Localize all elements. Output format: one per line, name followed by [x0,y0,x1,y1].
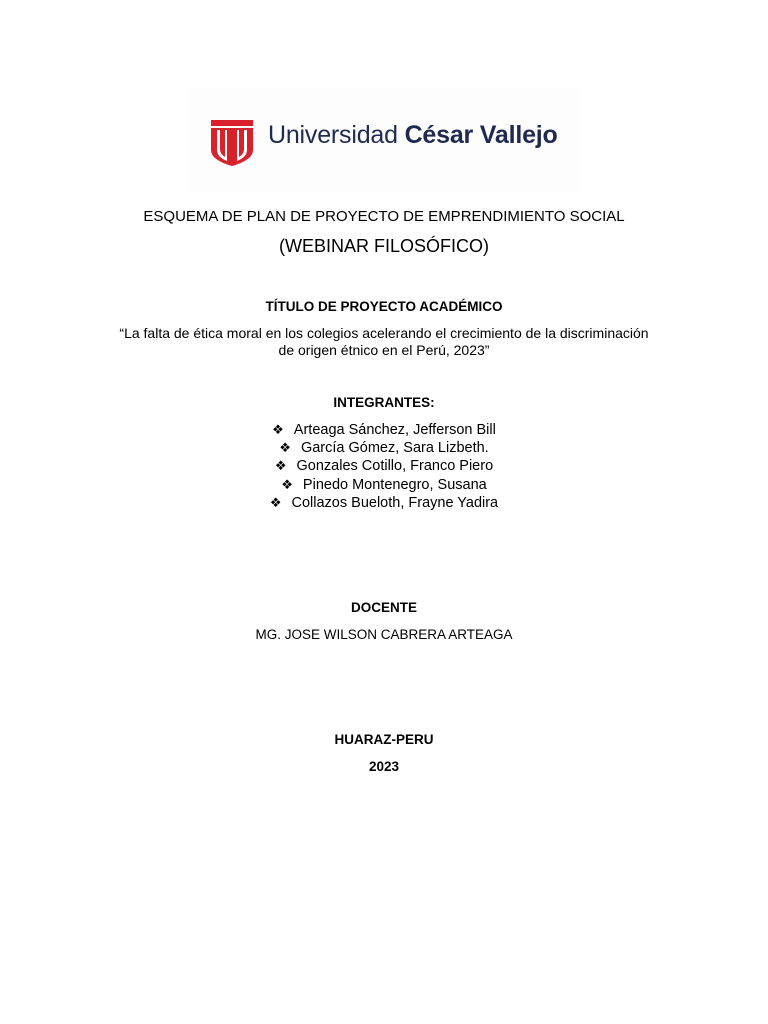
diamond-bullet-icon: ❖ [269,494,282,510]
member-name: Arteaga Sánchez, Jefferson Bill [293,422,496,438]
footer-year: 2023 [368,759,400,774]
diamond-bullet-icon: ❖ [272,422,284,437]
list-item [0,476,768,494]
list-item [0,421,768,439]
document-header: ESQUEMA DE PLAN DE PROYECTO DE EMPRENDIMIENTO SOCIAL [143,208,625,225]
logo-name-bold: César Vallejo [404,121,558,149]
teacher-heading: DOCENTE [350,600,417,615]
diamond-bullet-icon: ❖ [274,458,287,474]
teacher-name: MG. JOSE WILSON CABRERA ARTEAGA [255,627,513,642]
university-logo [190,88,578,192]
list-item [0,494,768,512]
members-list [0,421,768,512]
member-name: Gonzales Cotillo, Franco Piero [296,458,494,475]
document-subheader: (WEBINAR FILOSÓFICO) [278,236,489,256]
member-name: García Gómez, Sara Lizbeth. [300,440,489,457]
project-title-line-2: de origen étnico en el Perú, 2023” [278,342,490,358]
list-item [0,439,768,457]
member-name: Pinedo Montenegro, Susana [302,476,487,493]
project-title-heading: TÍTULO DE PROYECTO ACADÉMICO [265,299,503,314]
logo-wordmark [268,121,558,150]
diamond-bullet-icon: ❖ [279,440,291,456]
members-heading: INTEGRANTES: [333,395,435,410]
project-title-line-1: “La falta de ética moral en los colegios acelerando el crecimiento de la discriminación [119,325,649,341]
list-item [0,457,768,475]
shield-icon [211,120,253,166]
logo-name-regular: Universidad [268,121,398,149]
footer-place: HUARAZ-PERU [334,732,434,747]
diamond-bullet-icon: ❖ [281,476,293,492]
member-name: Collazos Bueloth, Frayne Yadira [291,494,499,511]
